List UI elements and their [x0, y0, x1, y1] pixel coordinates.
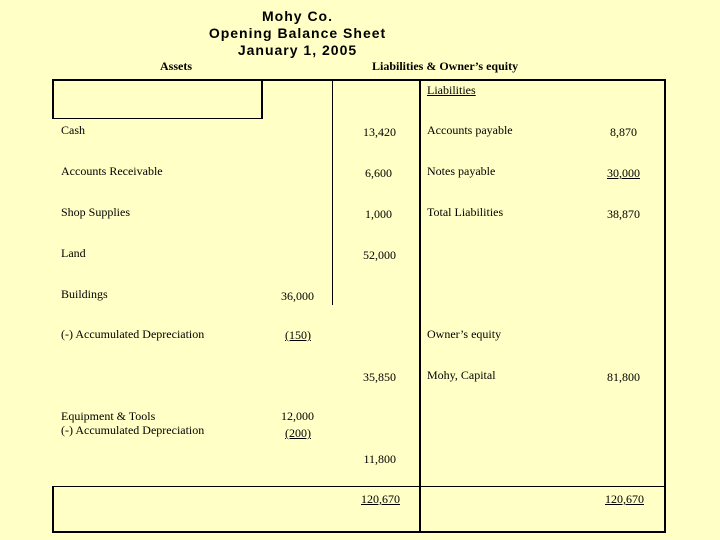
liabilities-equity-header: Liabilities & Owner’s equity — [372, 59, 519, 73]
buildings-amount: 36,000 — [281, 289, 314, 303]
equipment-depreciation-label: (-) Accumulated Depreciation — [61, 423, 205, 437]
assets-header: Assets — [160, 59, 192, 73]
table-top-border — [52, 79, 666, 81]
capital-label: Mohy, Capital — [427, 368, 496, 382]
assets-total: 120,670 — [361, 492, 400, 506]
buildings-depreciation-amount: (150) — [285, 328, 311, 342]
owners-equity-heading: Owner’s equity — [427, 327, 502, 341]
capital-amount: 81,800 — [607, 370, 640, 384]
total-liabilities-label: Total Liabilities — [427, 205, 504, 219]
buildings-depreciation-label: (-) Accumulated Depreciation — [61, 327, 205, 341]
equipment-depreciation-amount: (200) — [285, 426, 311, 440]
buildings-label: Buildings — [61, 287, 108, 301]
assets-header-divider — [52, 118, 262, 119]
notes-payable-label: Notes payable — [427, 164, 496, 178]
accounts-payable-label: Accounts payable — [427, 123, 513, 137]
buildings-net-amount: 35,850 — [363, 370, 396, 384]
equipment-amount: 12,000 — [281, 409, 314, 423]
accounts-payable-amount: 8,870 — [610, 125, 637, 139]
right-border — [664, 79, 666, 532]
accounts-receivable-label: Accounts Receivable — [61, 164, 163, 178]
land-label: Land — [61, 246, 86, 260]
left-border-top — [52, 79, 54, 119]
accounts-receivable-amount: 6,600 — [365, 166, 392, 180]
assets-col-divider-top — [261, 79, 263, 119]
equipment-net-amount: 11,800 — [363, 452, 396, 466]
shop-supplies-amount: 1,000 — [365, 207, 392, 221]
cash-label: Cash — [61, 123, 85, 137]
total-liabilities-amount: 38,870 — [607, 207, 640, 221]
statement-date: January 1, 2005 — [237, 42, 358, 58]
land-amount: 52,000 — [363, 248, 396, 262]
center-divider — [419, 79, 421, 532]
company-name: Mohy Co. — [262, 8, 333, 24]
liabilities-heading: Liabilities — [427, 83, 476, 97]
total-row-top-border — [52, 486, 666, 487]
shop-supplies-label: Shop Supplies — [61, 205, 131, 219]
equipment-label: Equipment & Tools — [61, 409, 156, 423]
amount-col-divider — [332, 79, 333, 305]
liabilities-equity-total: 120,670 — [605, 492, 644, 506]
statement-title: Opening Balance Sheet — [208, 25, 387, 41]
left-border-bottom — [52, 486, 54, 532]
cash-amount: 13,420 — [363, 125, 396, 139]
notes-payable-amount: 30,000 — [607, 166, 640, 180]
table-bottom-border — [52, 531, 666, 533]
